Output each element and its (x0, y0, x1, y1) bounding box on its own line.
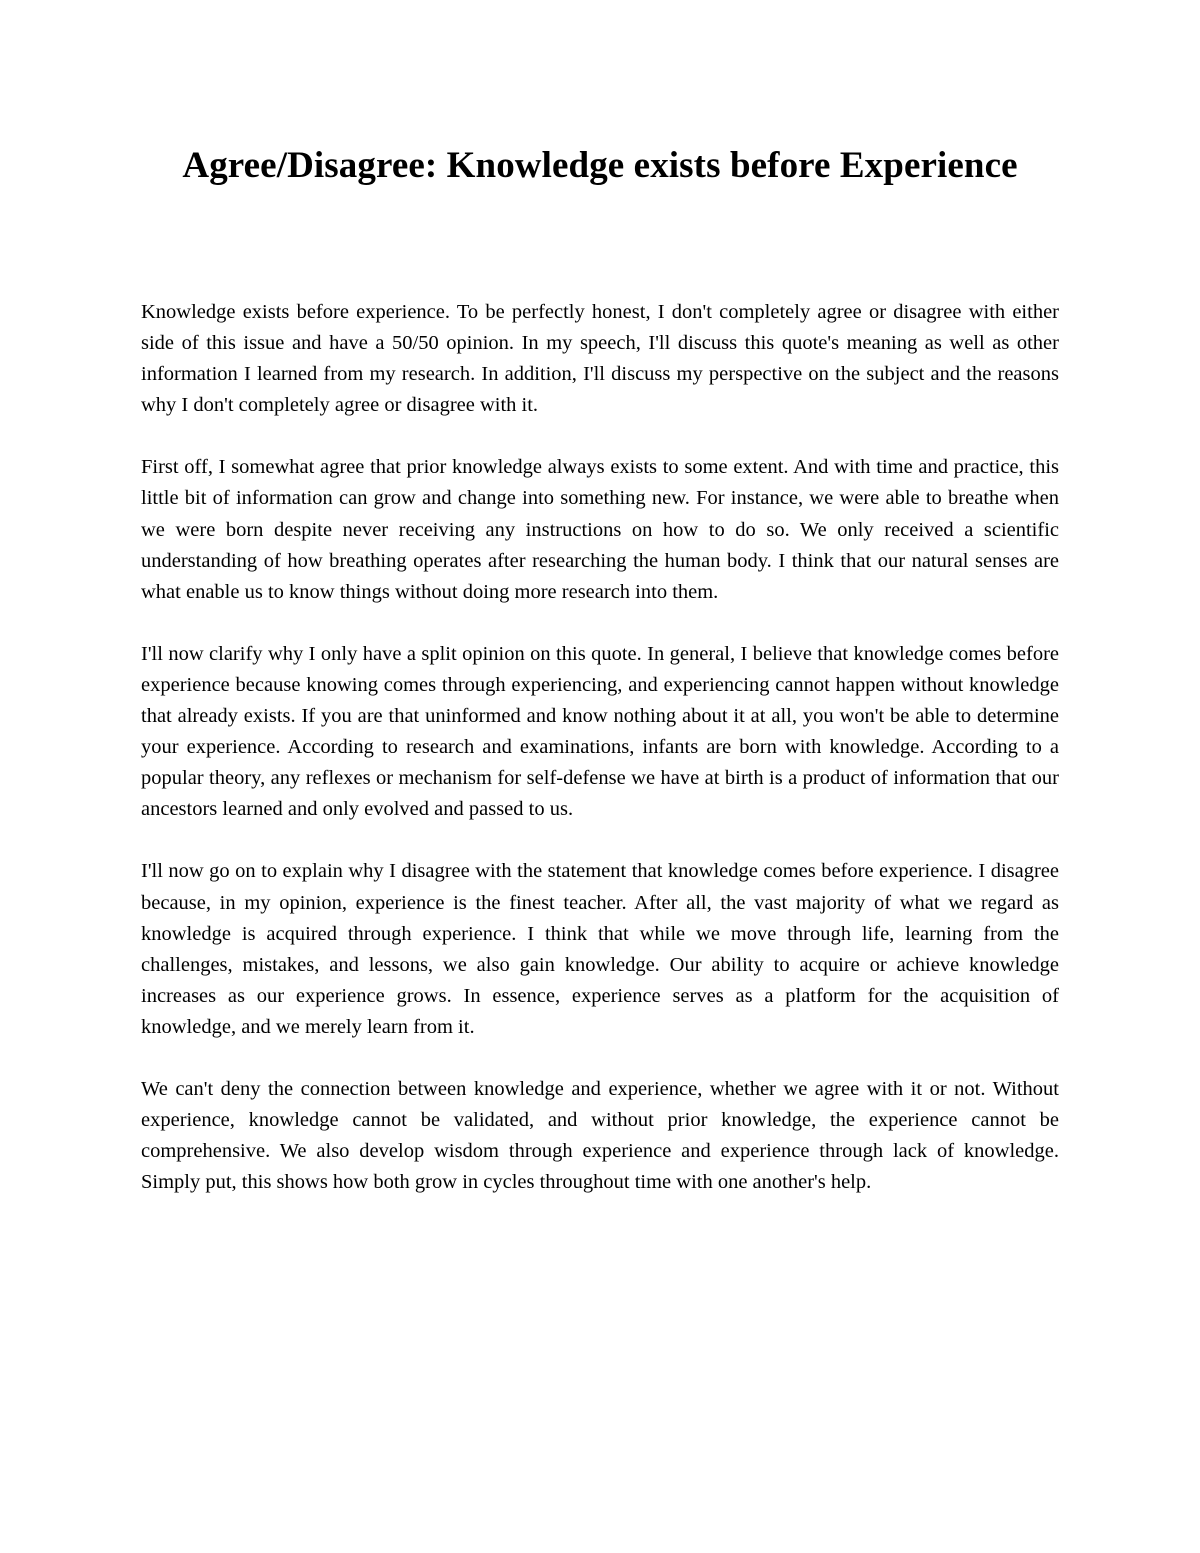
paragraph-disagree: I'll now go on to explain why I disagree with the statement that knowledge comes before experience. I disagree because, in my opinion, experience is the finest teacher. After all, the vast majority of what we regard as knowledge is acquired through experience. I think that while we move through life, learning from the challenges, mistakes, and lessons, we also gain knowledge. Our ability to acquire or achieve knowledge increases as our experience grows. In essence, experience serves as a platform for the acquisition of knowledge, and we merely learn from it. (141, 860, 1059, 1038)
document-title: Agree/Disagree: Knowledge exists before Experience (182, 145, 1018, 186)
paragraph-conclusion: We can't deny the connection between knowledge and experience, whether we agree with it or not. Without experience, knowledge cannot be validated, and without prior knowledge, the experience cannot be comprehensive. We also develop wisdom through experience and experience through lack of knowledge. Simply put, this shows how both grow in cycles throughout time with one another's help. (141, 1077, 1059, 1194)
paragraph-agree: First off, I somewhat agree that prior knowledge always exists to some extent. And with time and practice, this little bit of information can grow and change into something new. For instance, we were able to breathe when we were born despite never receiving any instructions on how to do so. We only received a scientific understanding of how breathing operates after researching the human body. I think that our natural senses are what enable us to know things without doing more research into them. (141, 456, 1059, 603)
paragraph-introduction: Knowledge exists before experience. To be perfectly honest, I don't completely agree or disagree with either side of this issue and have a 50/50 opinion. In my speech, I'll discuss this quote's meaning as well as other information I learned from my research. In addition, I'll discuss my perspective on the subject and the reasons why I don't completely agree or disagree with it. (141, 301, 1059, 417)
paragraph-split-opinion: I'll now clarify why I only have a split opinion on this quote. In general, I believe that knowledge comes before experience because knowing comes through experiencing, and experiencing cannot happen without knowledge that already exists. If you are that uninformed and know nothing about it at all, you won't be able to determine your experience. According to research and examinations, infants are born with knowledge. According to a popular theory, any reflexes or mechanism for self-defense we have at birth is a product of information that our ancestors learned and only evolved and passed to us. (141, 642, 1059, 821)
document-body (141, 297, 1059, 1229)
